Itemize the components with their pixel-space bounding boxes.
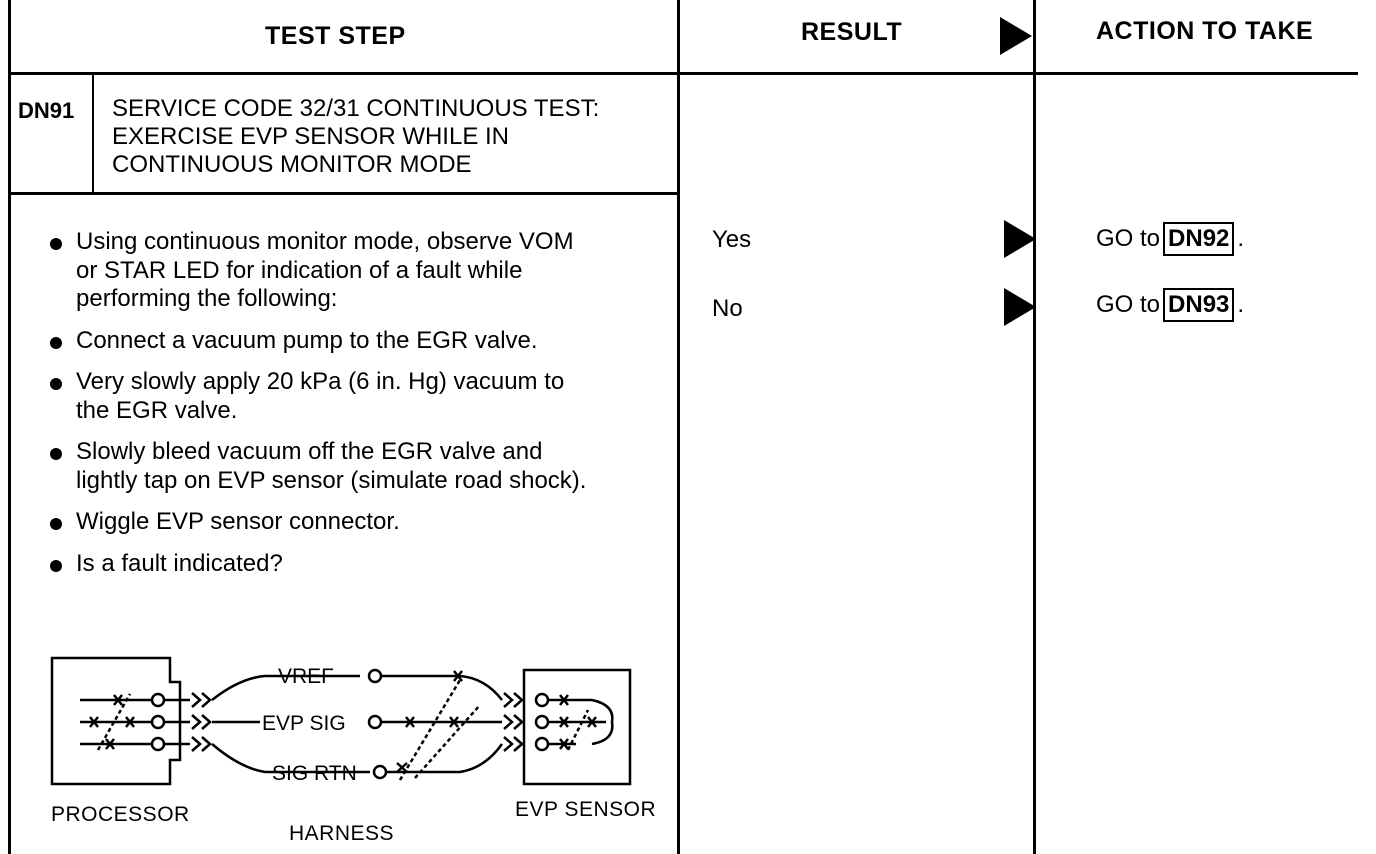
step-title-bottom-border <box>8 192 680 195</box>
action-suffix: . <box>1237 291 1245 318</box>
result-yes-arrow-icon <box>1004 220 1036 258</box>
wire-label-evp-sig: EVP SIG <box>262 712 346 735</box>
list-item: Is a fault indicated? <box>48 550 678 579</box>
harness-label: HARNESS <box>289 822 395 845</box>
table-left-border <box>8 0 11 854</box>
list-item: Connect a vacuum pump to the EGR valve. <box>48 327 678 356</box>
action-ref-link[interactable]: DN93 <box>1163 288 1234 322</box>
processor-label: PROCESSOR <box>51 803 190 826</box>
evp-sensor-label: EVP SENSOR <box>515 798 657 821</box>
action-yes <box>1096 222 1244 256</box>
list-item: Very slowly apply 20 kPa (6 in. Hg) vacuum to the EGR valve. <box>48 368 678 425</box>
step-title-line: SERVICE CODE 32/31 CONTINUOUS TEST: <box>112 95 600 122</box>
result-yes: Yes <box>712 226 752 253</box>
list-item: Wiggle EVP sensor connector. <box>48 508 678 537</box>
step-id: DN91 <box>18 98 75 123</box>
step-title-line: CONTINUOUS MONITOR MODE <box>112 151 472 178</box>
action-prefix: GO to <box>1096 225 1161 252</box>
header-test-step: TEST STEP <box>265 22 406 50</box>
list-item: Using continuous monitor mode, observe VOM or STAR LED for indication of a fault while performing the following: <box>48 228 678 314</box>
wire-label-sig-rtn: SIG RTN <box>272 762 357 785</box>
header-bottom-border <box>8 72 1358 75</box>
header-action: ACTION TO TAKE <box>1096 17 1314 45</box>
step-id-divider <box>92 75 94 193</box>
action-no <box>1096 288 1244 322</box>
header-arrow-icon <box>1000 17 1032 55</box>
action-ref-link[interactable]: DN92 <box>1163 222 1234 256</box>
step-title <box>112 95 599 179</box>
col-divider-2 <box>1033 0 1036 854</box>
step-title-line: EXERCISE EVP SENSOR WHILE IN <box>112 123 509 150</box>
wire-label-vref: VREF <box>278 665 335 688</box>
instruction-list <box>48 228 678 591</box>
action-prefix: GO to <box>1096 291 1161 318</box>
result-no: No <box>712 295 743 322</box>
action-suffix: . <box>1237 225 1245 252</box>
list-item: Slowly bleed vacuum off the EGR valve and lightly tap on EVP sensor (simulate road shock). <box>48 438 678 495</box>
header-result: RESULT <box>801 18 903 46</box>
result-no-arrow-icon <box>1004 288 1036 326</box>
